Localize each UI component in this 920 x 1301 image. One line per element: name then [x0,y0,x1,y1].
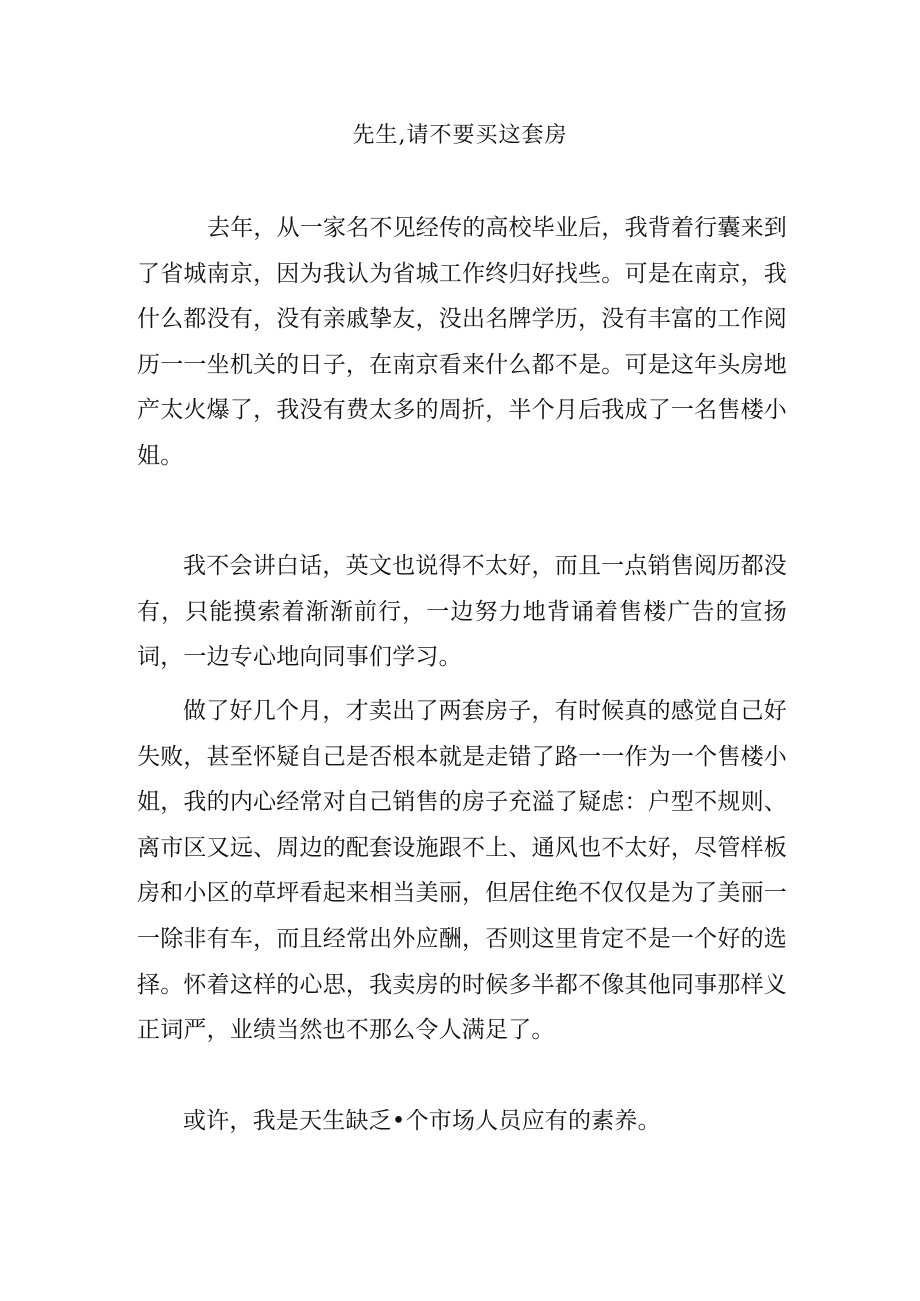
paragraph-3: 做了好几个月，才卖出了两套房子，有时候真的感觉自己好失败，甚至怀疑自己是否根本就是走错了路一一作为一个售楼小姐，我的内心经常对自己销售的房子充溢了疑虑：户型不规则、离市区又远、周边的配套设施跟不上、通风也不太好，尽管样板房和小区的草坪看起来相当美丽，但居住绝不仅仅是为了美丽一一除非有车，而且经常出外应酬，否则这里肯定不是一个好的选择。怀着这样的心思，我卖房的时候多半都不像其他同事那样义正词严，业绩当然也不那么令人满足了。 [137,698,787,1044]
paragraph-4: 或许，我是天生缺乏•个市场人员应有的素养。 [183,1108,661,1134]
paragraph-2: 我不会讲白话，英文也说得不太好，而且一点销售阅历都没有，只能摸索着渐渐前行，一边努力地背诵着售楼广告的宣扬词，一边专心地向同事们学习。 [137,553,787,671]
paragraph-1: 去年，从一家名不见经传的高校毕业后，我背着行囊来到了省城南京，因为我认为省城工作终归好找些。可是在南京，我什么都没有，没有亲戚挚友，没出名牌学历，没有丰富的工作阅历一一坐机关的日子，在南京看来什么都不是。可是这年头房地产太火爆了，我没有费太多的周折，半个月后我成了一名售楼小姐。 [137,215,787,469]
document-title: 先生,请不要买这套房 [352,123,568,148]
